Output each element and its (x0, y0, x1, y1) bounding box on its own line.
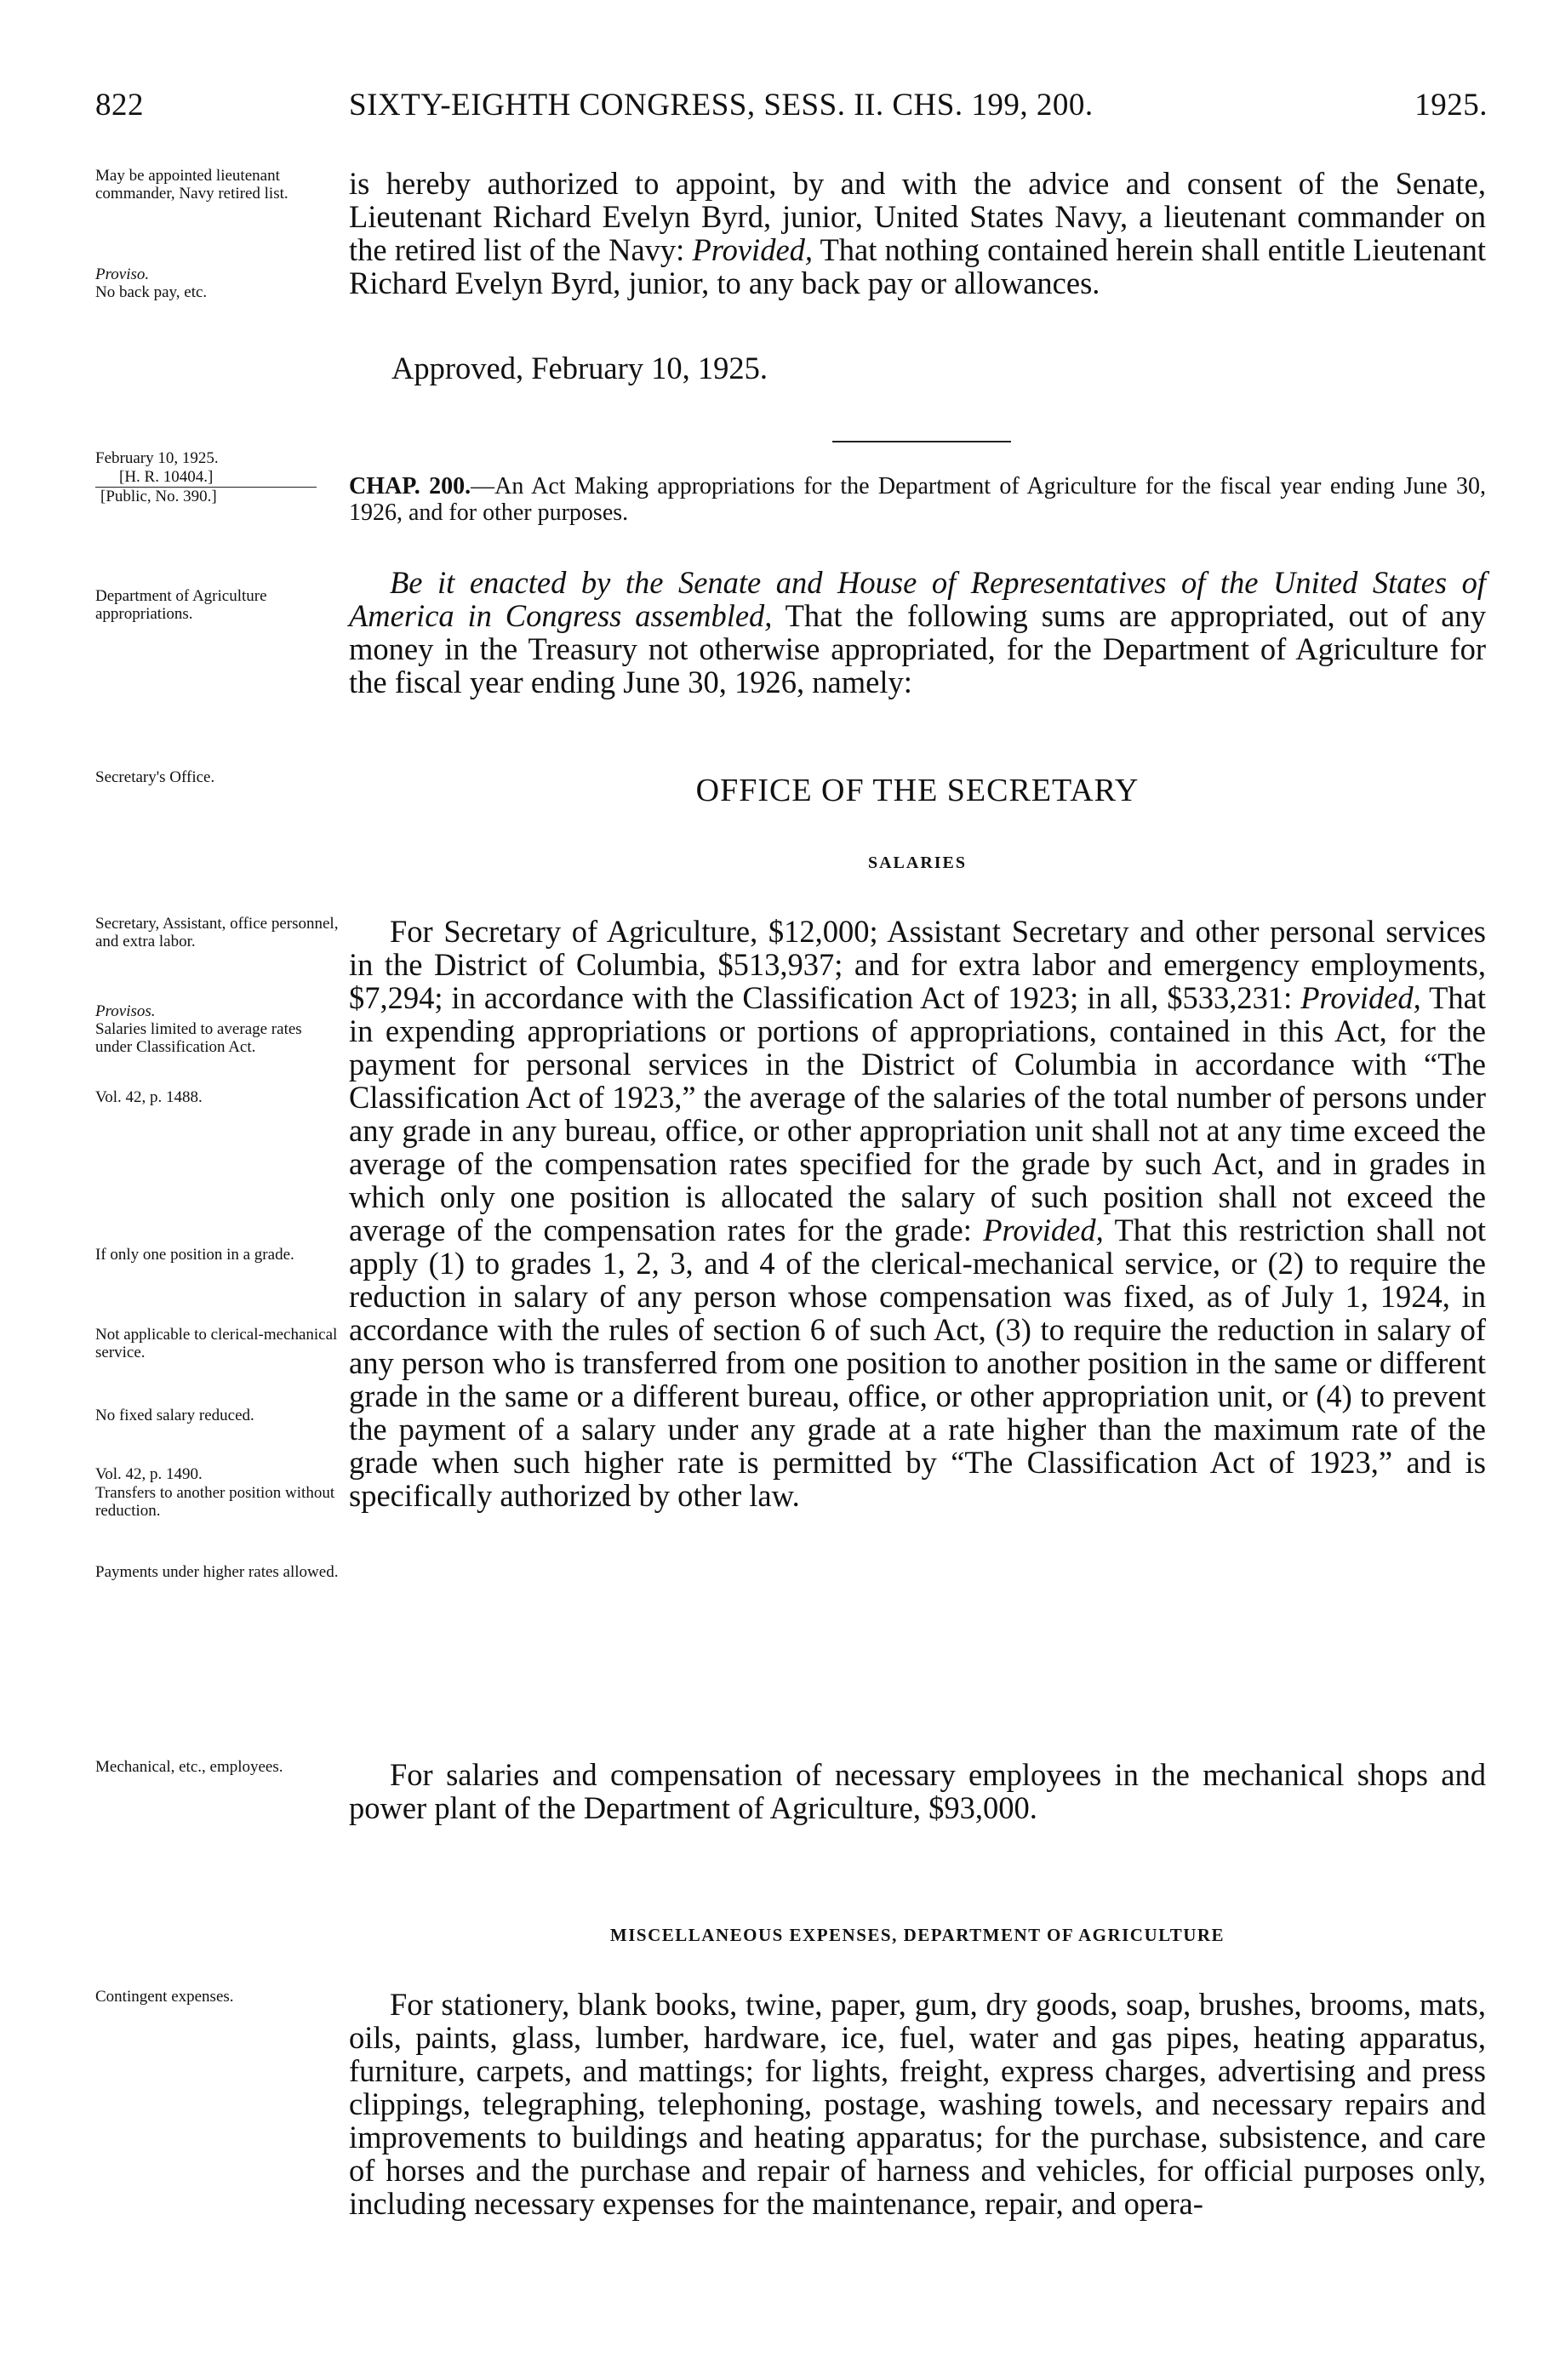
enacting-italic: Be it enacted by the Senate and House of Representatives of the United States of America in Congress assembled, (349, 565, 1486, 633)
approved-line: Approved, February 10, 1925. (391, 351, 768, 385)
paragraph-text: That in expending appropriations or portions of appropriations, contained in this Act, for the payment for personal services in the District of Columbia in accordance with “The Classification Act of 1923,” the average of the salaries of the total number of persons under any grade in any bureau, office, or other appropriation unit shall not at any time exceed the average of the compensation rates specified for the grade by such Act, and in grades in which only one position is allocated the salary of such position shall not exceed the average of the compensation rates for the grade: (349, 980, 1486, 1247)
margin-note: Payments under higher rates allowed. (95, 1563, 339, 1581)
paragraph-text: For Secretary of Agriculture, $12,000; Assistant Secretary and other personal services in the District of Columbia, $513,937; and for extra labor and emergency employments, $7,294; in accordance with the Classification Act of 1923; in all, $533,231: (349, 914, 1486, 1015)
heading-miscellaneous: MISCELLANEOUS EXPENSES, DEPARTMENT OF AGRICULTURE (609, 1925, 1225, 1945)
italic-proviso: Provided, (692, 232, 814, 267)
margin-note: May be appointed lieutenant commander, Navy retired list. (95, 167, 289, 203)
paragraph-text: That the following sums are appropriated, out of any money in the Treasury not otherwise appropriated, for the Department of Agriculture for the fiscal year ending June 30, 1926, namely: (349, 598, 1486, 699)
act-public-number: [Public, No. 390.] (100, 488, 217, 505)
margin-note: Contingent expenses. (95, 1988, 234, 2006)
salaries-paragraph (349, 915, 1486, 1512)
margin-note: Mechanical, etc., employees. (95, 1758, 283, 1776)
running-title: SIXTY-EIGHTH CONGRESS, SESS. II. CHS. 199, 200. (349, 88, 1094, 123)
margin-note-proviso (95, 265, 351, 301)
paragraph-text: is hereby authorized to appoint, by and with the advice and consent of the Senate, Lieutenant Richard Evelyn Byrd, junior, United States Navy, a lieutenant commander on the retired list of the Navy: (349, 166, 1486, 267)
margin-note: Vol. 42, p. 1488. (95, 1088, 203, 1106)
chapter-heading (349, 473, 1486, 526)
chapter-label: CHAP. 200. (349, 473, 471, 499)
mechanical-paragraph: For salaries and compensation of necessary employees in the mechanical shops and power plant of the Department of Agriculture, $93,000. (349, 1757, 1486, 1825)
margin-note: If only one position in a grade. (95, 1246, 294, 1264)
margin-note: Vol. 42, p. 1490. (95, 1465, 203, 1483)
header-year: 1925. (1414, 88, 1488, 123)
page-number: 822 (95, 88, 144, 123)
act-identifier-block (95, 449, 351, 506)
margin-note-provisos (95, 1002, 342, 1056)
margin-note: No back pay, etc. (95, 283, 208, 301)
margin-note: Department of Agriculture appropriations. (95, 587, 267, 623)
margin-note: Not applicable to clerical-mechanical service. (95, 1326, 338, 1361)
paragraph-text: That nothing contained herein shall entitle Lieutenant Richard Evelyn Byrd, junior, to any back pay or allowances. (349, 232, 1487, 300)
margin-note: Secretary's Office. (95, 768, 215, 786)
margin-note: Salaries limited to average rates under Classification Act. (95, 1020, 302, 1056)
act-date: February 10, 1925. (95, 449, 219, 467)
byrd-paragraph (349, 167, 1486, 300)
paragraph-text: That this restriction shall not apply (1) to grades 1, 2, 3, and 4 of the clerical-mechanical service, or (2) to require the reduction in salary of any person whose compensation was fixed, as of July 1, 1924, in accordance with the rules of section 6 of such Act, (3) to require the reduction in salary of any person who is transferred from one position to another position in the same or different grade in the same or a different bureau, office, or other appropriation unit, or (4) to prevent the payment of a salary under any grade at a rate higher than the maximum rate of the grade when such higher rate is permitted by “The Classification Act of 1923,” and is specifically authorized by other law. (349, 1213, 1486, 1513)
margin-note: Transfers to another position without reduction. (95, 1484, 335, 1520)
section-divider (832, 441, 1011, 442)
margin-note-italic: Provisos. (95, 1002, 156, 1020)
italic-proviso: Provided, (1300, 980, 1421, 1015)
margin-note-italic: Proviso. (95, 265, 150, 283)
chapter-title: —An Act Making appropriations for the Department of Agriculture for the fiscal year ending June 30, 1926, and for other purposes. (349, 473, 1486, 526)
italic-proviso: Provided, (983, 1213, 1104, 1247)
running-header (95, 87, 1488, 131)
enacting-clause (349, 566, 1486, 699)
heading-office-of-secretary: OFFICE OF THE SECRETARY (695, 773, 1140, 808)
margin-note: No fixed salary reduced. (95, 1407, 254, 1424)
margin-note: Secretary, Assistant, office personnel, and extra labor. (95, 915, 339, 950)
miscellaneous-paragraph: For stationery, blank books, twine, paper, gum, dry goods, soap, brushes, brooms, mats, oils, paints, glass, lumber, hardware, ice, fuel, water and gas pipes, heating apparatus, furniture, carpets, and mattings; for lights, freight, express charges, advertising and press clippings, telegraphing, telephoning, postage, washing towels, and necessary repairs and improvements to buildings and heating apparatus; for the purchase, subsistence, and care of horses and the purchase and repair of harness and vehicles, for official purposes only, including necessary expenses for the maintenance, repair, and opera- (349, 1987, 1486, 2221)
act-bill-number: [H. R. 10404.] (95, 468, 317, 488)
heading-salaries: SALARIES (867, 853, 968, 872)
